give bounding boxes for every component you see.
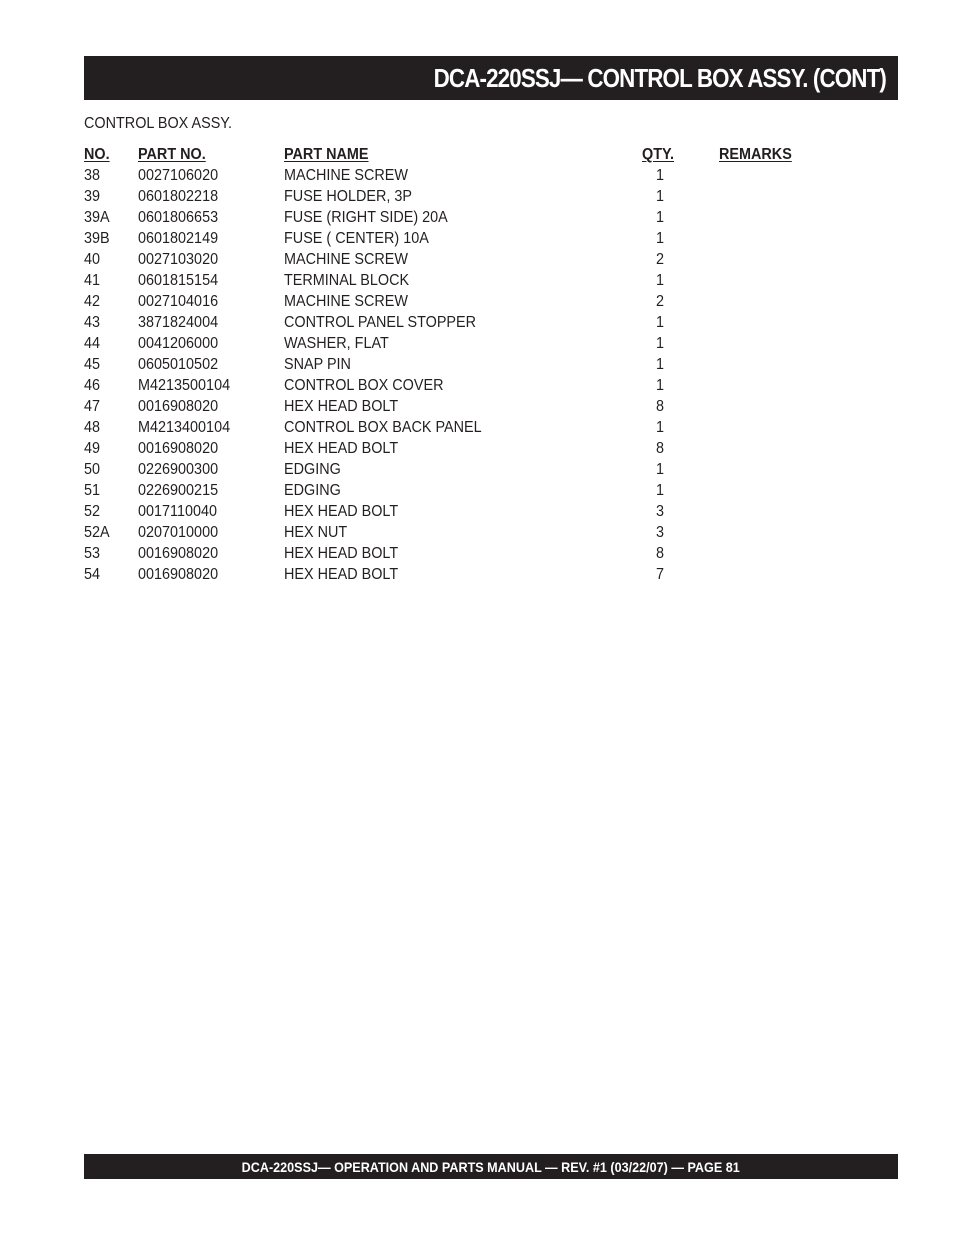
cell-no: 46 xyxy=(84,377,101,394)
table-row xyxy=(84,165,864,186)
cell-part-name: TERMINAL BLOCK xyxy=(284,272,410,289)
cell-no: 48 xyxy=(84,419,101,436)
cell-qty: 1 xyxy=(655,209,665,226)
cell-part-no: 3871824004 xyxy=(138,314,219,331)
cell-qty: 3 xyxy=(655,524,665,541)
cell-no: 39 xyxy=(84,188,101,205)
cell-part-name: HEX NUT xyxy=(284,524,348,541)
cell-no: 42 xyxy=(84,293,101,310)
cell-part-no: 0041206000 xyxy=(138,335,219,352)
section-label: CONTROL BOX ASSY. xyxy=(84,115,233,132)
cell-no: 53 xyxy=(84,545,101,562)
table-row xyxy=(84,522,864,543)
cell-qty: 8 xyxy=(655,440,665,457)
cell-qty: 1 xyxy=(655,188,665,205)
table-row xyxy=(84,480,864,501)
cell-part-name: EDGING xyxy=(284,482,341,499)
cell-part-name: FUSE ( CENTER) 10A xyxy=(284,230,429,247)
cell-qty: 1 xyxy=(655,482,665,499)
table-header-row xyxy=(84,144,864,165)
cell-part-no: 0016908020 xyxy=(138,566,219,583)
cell-qty: 1 xyxy=(655,230,665,247)
cell-no: 41 xyxy=(84,272,101,289)
table-row xyxy=(84,396,864,417)
table-row xyxy=(84,354,864,375)
table-row xyxy=(84,543,864,564)
cell-part-name: HEX HEAD BOLT xyxy=(284,566,399,583)
table-row xyxy=(84,564,864,585)
column-header-no: NO. xyxy=(84,146,110,163)
cell-part-name: FUSE (RIGHT SIDE) 20A xyxy=(284,209,448,226)
cell-part-name: CONTROL BOX BACK PANEL xyxy=(284,419,482,436)
cell-part-no: 0601815154 xyxy=(138,272,219,289)
cell-part-no: 0016908020 xyxy=(138,545,219,562)
cell-part-no: 0601806653 xyxy=(138,209,219,226)
cell-no: 44 xyxy=(84,335,101,352)
page-footer-bar xyxy=(84,1154,898,1179)
cell-qty: 3 xyxy=(655,503,665,520)
table-row xyxy=(84,459,864,480)
cell-qty: 2 xyxy=(655,293,665,310)
cell-no: 51 xyxy=(84,482,101,499)
table-row xyxy=(84,501,864,522)
cell-qty: 1 xyxy=(655,314,665,331)
column-header-part-name: PART NAME xyxy=(284,146,369,163)
cell-no: 43 xyxy=(84,314,101,331)
cell-part-name: FUSE HOLDER, 3P xyxy=(284,188,413,205)
cell-part-name: EDGING xyxy=(284,461,341,478)
cell-no: 52 xyxy=(84,503,101,520)
cell-qty: 7 xyxy=(655,566,665,583)
cell-qty: 2 xyxy=(655,251,665,268)
table-row xyxy=(84,270,864,291)
cell-part-no: 0207010000 xyxy=(138,524,219,541)
cell-part-no: 0226900215 xyxy=(138,482,219,499)
page-title: DCA-220SSJ— CONTROL BOX ASSY. (CONT) xyxy=(433,62,886,93)
table-row xyxy=(84,228,864,249)
cell-part-name: HEX HEAD BOLT xyxy=(284,545,399,562)
cell-part-name: MACHINE SCREW xyxy=(284,251,409,268)
cell-part-name: CONTROL PANEL STOPPER xyxy=(284,314,477,331)
cell-no: 40 xyxy=(84,251,101,268)
cell-qty: 8 xyxy=(655,398,665,415)
cell-part-no: M4213500104 xyxy=(138,377,231,394)
table-row xyxy=(84,375,864,396)
cell-qty: 1 xyxy=(655,335,665,352)
cell-part-name: CONTROL BOX COVER xyxy=(284,377,444,394)
table-row xyxy=(84,312,864,333)
cell-part-no: 0027104016 xyxy=(138,293,219,310)
cell-part-name: HEX HEAD BOLT xyxy=(284,440,399,457)
cell-qty: 8 xyxy=(655,545,665,562)
cell-part-no: 0601802218 xyxy=(138,188,219,205)
cell-part-no: 0605010502 xyxy=(138,356,219,373)
cell-part-no: 0016908020 xyxy=(138,440,219,457)
cell-part-name: MACHINE SCREW xyxy=(284,167,409,184)
cell-no: 39A xyxy=(84,209,110,226)
cell-qty: 1 xyxy=(655,167,665,184)
page-footer: DCA-220SSJ— OPERATION AND PARTS MANUAL — REV. #1 (03/22/07) — PAGE 81 xyxy=(241,1158,741,1175)
page-title-bar xyxy=(84,56,898,100)
cell-no: 54 xyxy=(84,566,101,583)
column-header-qty: QTY. xyxy=(642,146,675,163)
cell-qty: 1 xyxy=(655,356,665,373)
cell-part-name: WASHER, FLAT xyxy=(284,335,389,352)
cell-part-name: HEX HEAD BOLT xyxy=(284,398,399,415)
cell-qty: 1 xyxy=(655,377,665,394)
table-row xyxy=(84,438,864,459)
cell-part-name: HEX HEAD BOLT xyxy=(284,503,399,520)
parts-table xyxy=(84,144,864,585)
cell-no: 50 xyxy=(84,461,101,478)
table-row xyxy=(84,333,864,354)
cell-part-no: M4213400104 xyxy=(138,419,231,436)
table-body xyxy=(84,165,864,585)
cell-no: 38 xyxy=(84,167,101,184)
cell-no: 39B xyxy=(84,230,110,247)
cell-no: 49 xyxy=(84,440,101,457)
cell-part-no: 0226900300 xyxy=(138,461,219,478)
cell-qty: 1 xyxy=(655,419,665,436)
cell-no: 47 xyxy=(84,398,101,415)
cell-no: 45 xyxy=(84,356,101,373)
cell-qty: 1 xyxy=(655,461,665,478)
column-header-part-no: PART NO. xyxy=(138,146,206,163)
cell-no: 52A xyxy=(84,524,110,541)
cell-part-name: MACHINE SCREW xyxy=(284,293,409,310)
table-row xyxy=(84,291,864,312)
cell-part-no: 0017110040 xyxy=(138,503,218,520)
cell-part-no: 0027103020 xyxy=(138,251,219,268)
cell-part-no: 0027106020 xyxy=(138,167,219,184)
table-row xyxy=(84,417,864,438)
column-header-remarks: REMARKS xyxy=(719,146,792,163)
table-row xyxy=(84,249,864,270)
table-row xyxy=(84,186,864,207)
cell-part-no: 0601802149 xyxy=(138,230,219,247)
table-row xyxy=(84,207,864,228)
cell-part-name: SNAP PIN xyxy=(284,356,351,373)
cell-qty: 1 xyxy=(655,272,665,289)
cell-part-no: 0016908020 xyxy=(138,398,219,415)
